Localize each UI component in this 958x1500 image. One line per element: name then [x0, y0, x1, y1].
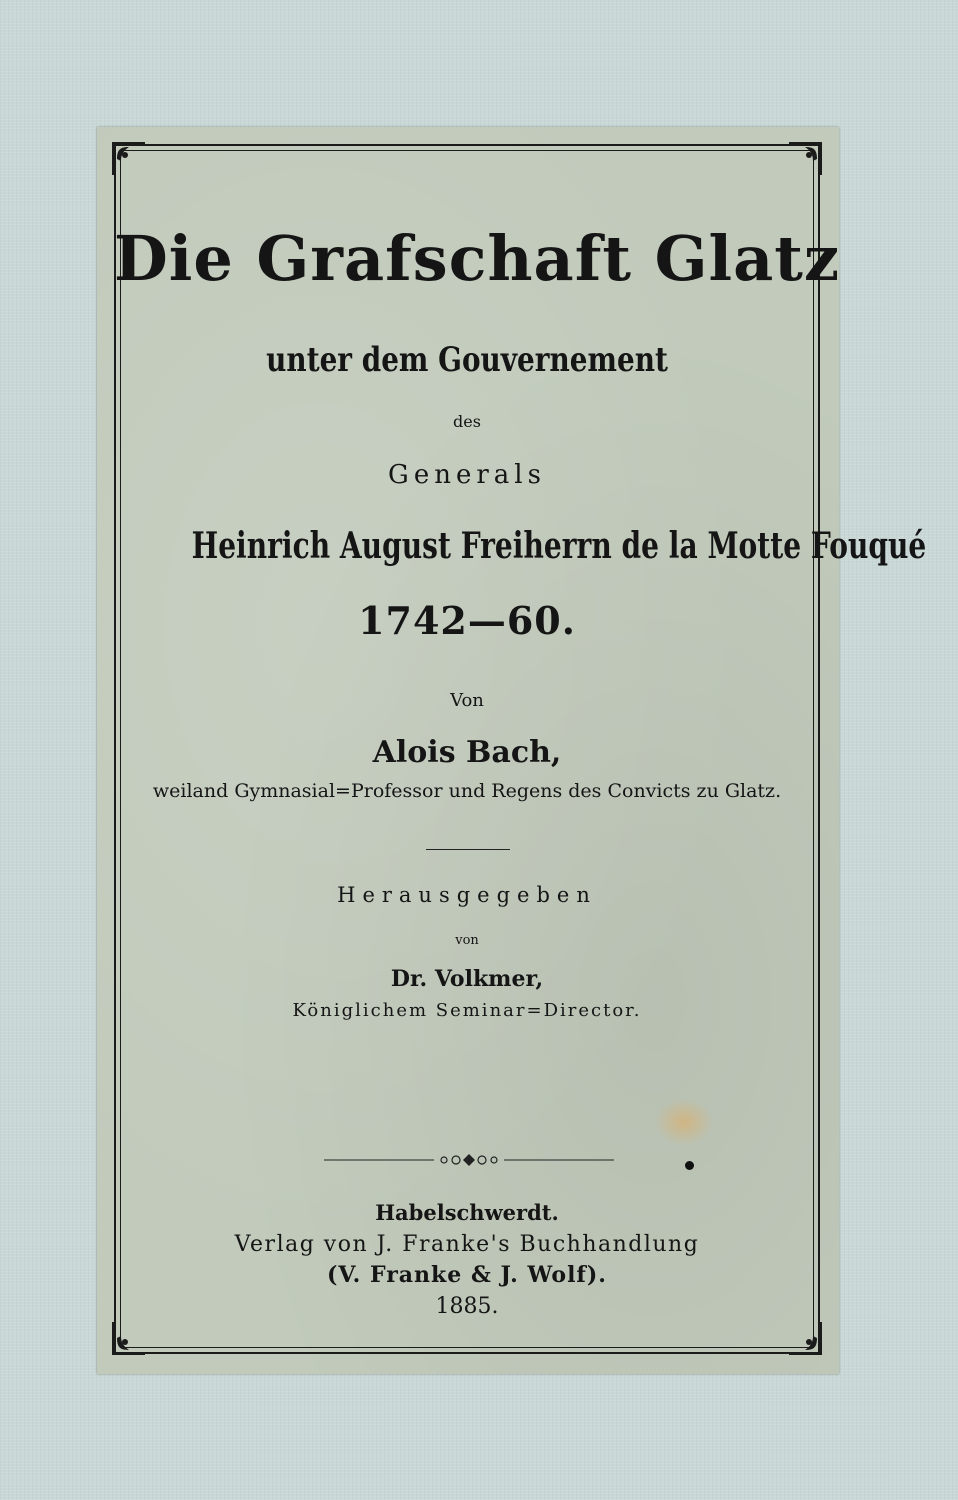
corner-ornament-icon — [785, 1318, 825, 1358]
subtitle-generals: Generals — [388, 460, 546, 490]
author-description: weiland Gymnasial=Professor und Regens des Convicts zu Glatz. — [152, 780, 782, 802]
corner-ornament-icon — [109, 1318, 149, 1358]
edited-label: Herausgegeben — [337, 883, 597, 907]
divider-ornament-icon — [324, 1150, 614, 1170]
publication-year: 1885. — [435, 1294, 499, 1319]
publication-place: Habelschwerdt. — [375, 1200, 559, 1225]
subtitle-connector: des — [453, 412, 481, 431]
by-label-2: von — [455, 933, 479, 948]
corner-ornament-icon — [109, 139, 149, 179]
author-name: Alois Bach, — [372, 735, 562, 770]
period-years: 1742—60. — [358, 598, 576, 643]
publisher-line-2: (V. Franke & J. Wolf). — [327, 1262, 607, 1288]
corner-ornament-icon — [785, 139, 825, 179]
book-title: Die Grafschaft Glatz — [114, 222, 841, 295]
subject-name: Heinrich August Freiherrn de la Motte Fouqué — [191, 525, 927, 567]
editor-name: Dr. Volkmer, — [390, 966, 544, 992]
publisher-line-1: Verlag von J. Franke's Buchhandlung — [234, 1232, 700, 1257]
ink-dot — [685, 1161, 694, 1170]
editor-description: Königlichem Seminar=Director. — [292, 1000, 642, 1021]
paper-stain — [654, 1098, 714, 1146]
by-label: Von — [450, 690, 484, 711]
book-subtitle: unter dem Gouvernement — [266, 340, 668, 380]
divider-rule — [426, 849, 510, 850]
